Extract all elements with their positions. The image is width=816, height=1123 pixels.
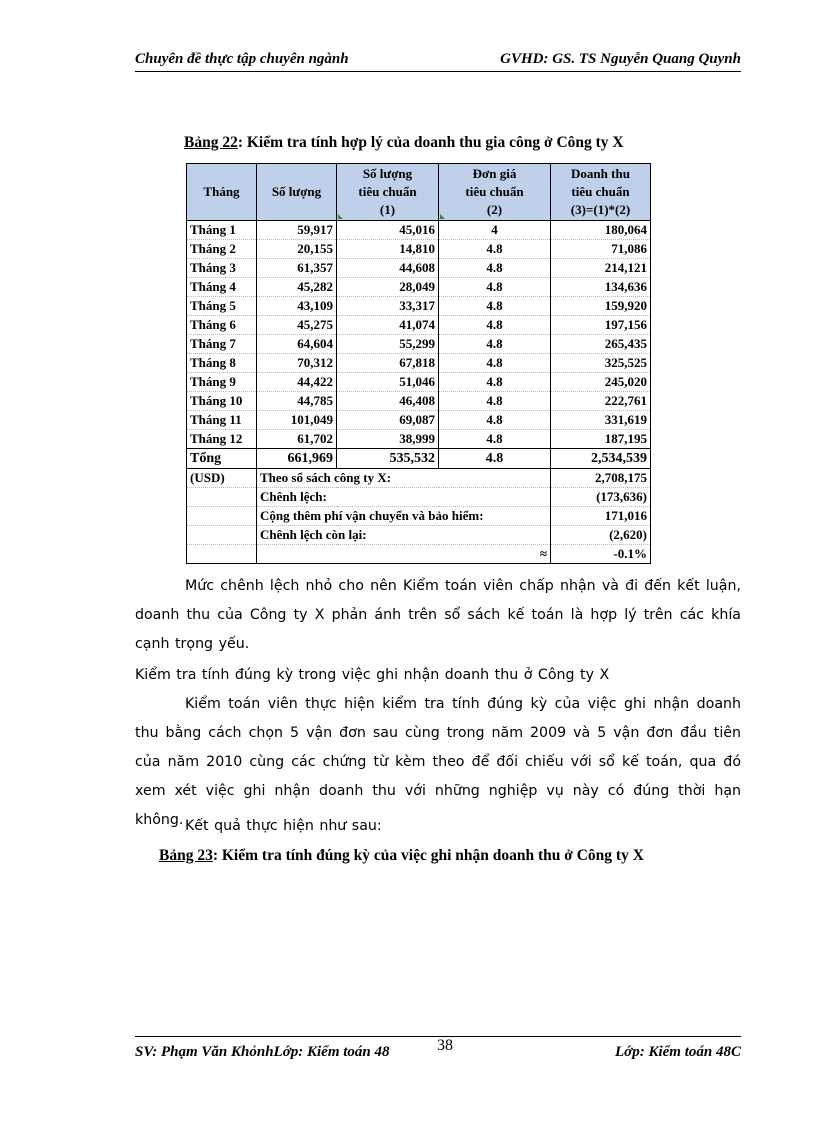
section-heading: Kiểm tra tính đúng kỳ trong việc ghi nhận doanh thu ở Công ty X — [135, 667, 610, 683]
std-quantity-cell: 44,608 — [337, 259, 439, 278]
quantity-cell: 44,785 — [257, 392, 337, 411]
header-unit-price-line3: (2) — [486, 202, 503, 217]
month-cell: Tháng 9 — [187, 373, 257, 392]
std-quantity-cell: 28,049 — [337, 278, 439, 297]
header-quantity: Số lượng — [257, 164, 337, 221]
month-cell: Tháng 1 — [187, 221, 257, 240]
table-row — [187, 335, 651, 354]
std-quantity-cell: 33,317 — [337, 297, 439, 316]
revenue-cell: 180,064 — [551, 221, 651, 240]
revenue-cell: 214,121 — [551, 259, 651, 278]
header-revenue-line1: Doanh thu — [571, 166, 630, 181]
unit-price-cell: 4.8 — [439, 240, 551, 259]
footer-label: Theo sổ sách công ty X: — [257, 469, 551, 488]
conclusion-text: Mức chênh lệch nhỏ cho nên Kiểm toán viên chấp nhận và đi đến kết luận, doanh thu của Công ty X phản ánh trên sổ sách kế toán là hợp lý trên các khía cạnh trọng yếu. — [135, 578, 741, 652]
std-quantity-cell: 45,016 — [337, 221, 439, 240]
unit-price-cell: 4.8 — [439, 316, 551, 335]
month-cell: Tháng 10 — [187, 392, 257, 411]
approx-value: -0.1% — [551, 545, 651, 564]
table-row — [187, 354, 651, 373]
quantity-cell: 61,357 — [257, 259, 337, 278]
revenue-cell: 159,920 — [551, 297, 651, 316]
month-cell: Tháng 3 — [187, 259, 257, 278]
std-quantity-cell: 41,074 — [337, 316, 439, 335]
procedure-text: Kiểm toán viên thực hiện kiểm tra tính đúng kỳ của việc ghi nhận doanh thu bằng cách chọn 5 vận đơn sau cùng trong năm 2009 và 5 vận đơn đầu tiên của năm 2010 cùng các chứng từ kèm theo để đối chiếu với sổ kế toán, qua đó xem xét việc ghi nhận doanh thu với những nghiệp vụ này có đúng thời hạn không. — [135, 696, 741, 828]
footer-label: Chênh lệch: — [257, 488, 551, 507]
unit-price-cell: 4.8 — [439, 354, 551, 373]
footer-label: Cộng thêm phí vận chuyển và bảo hiểm: — [257, 507, 551, 526]
table22-caption-text: : Kiểm tra tính hợp lý của doanh thu gia công ở Công ty X — [237, 134, 624, 151]
total-revenue: 2,534,539 — [551, 449, 651, 469]
table-row — [187, 392, 651, 411]
header-unit-price — [439, 164, 551, 221]
result-intro-text: Kết quả thực hiện như sau: — [185, 818, 382, 834]
table-row — [187, 430, 651, 449]
header-unit-price-line2: tiêu chuẩn — [465, 184, 524, 199]
table-row — [187, 240, 651, 259]
table23-caption-label: Bảng 23 — [159, 847, 213, 864]
table-header-row — [187, 164, 651, 221]
footer-value: (173,636) — [551, 488, 651, 507]
std-quantity-cell: 51,046 — [337, 373, 439, 392]
quantity-cell: 20,155 — [257, 240, 337, 259]
month-cell: Tháng 5 — [187, 297, 257, 316]
footer-row-shipping — [187, 507, 651, 526]
approx-symbol: ≈ — [257, 545, 551, 564]
revenue-cell: 331,619 — [551, 411, 651, 430]
revenue-cell: 265,435 — [551, 335, 651, 354]
table-row — [187, 221, 651, 240]
revenue-cell: 245,020 — [551, 373, 651, 392]
footer-empty — [187, 526, 257, 545]
cell-comment-marker — [338, 214, 343, 219]
table-row — [187, 259, 651, 278]
header-std-quantity-line3: (1) — [379, 202, 396, 217]
quantity-cell: 101,049 — [257, 411, 337, 430]
std-quantity-cell: 46,408 — [337, 392, 439, 411]
table-row — [187, 316, 651, 335]
unit-price-cell: 4.8 — [439, 297, 551, 316]
quantity-cell: 61,702 — [257, 430, 337, 449]
table23-caption-text: : Kiểm tra tính đúng kỳ của việc ghi nhận doanh thu ở Công ty X — [212, 847, 644, 864]
table-row — [187, 278, 651, 297]
footer-empty — [187, 507, 257, 526]
table-row — [187, 297, 651, 316]
month-cell: Tháng 8 — [187, 354, 257, 373]
footer-row-remaining — [187, 526, 651, 545]
std-quantity-cell: 69,087 — [337, 411, 439, 430]
table-row — [187, 373, 651, 392]
unit-price-cell: 4.8 — [439, 430, 551, 449]
footer-value: 171,016 — [551, 507, 651, 526]
footer-row-approx — [187, 545, 651, 564]
revenue-cell: 222,761 — [551, 392, 651, 411]
quantity-cell: 70,312 — [257, 354, 337, 373]
total-label: Tổng — [187, 449, 257, 469]
header-month: Tháng — [187, 164, 257, 221]
header-revenue-line3: (3)=(1)*(2) — [570, 202, 631, 217]
month-cell: Tháng 6 — [187, 316, 257, 335]
quantity-cell: 45,275 — [257, 316, 337, 335]
unit-price-cell: 4 — [439, 221, 551, 240]
month-cell: Tháng 7 — [187, 335, 257, 354]
month-cell: Tháng 11 — [187, 411, 257, 430]
month-cell: Tháng 2 — [187, 240, 257, 259]
revenue-check-table — [186, 163, 651, 564]
unit-price-cell: 4.8 — [439, 411, 551, 430]
total-std-quantity: 535,532 — [337, 449, 439, 469]
quantity-cell: 59,917 — [257, 221, 337, 240]
table22-caption — [184, 134, 624, 152]
page-footer — [135, 1036, 741, 1067]
revenue-cell: 325,525 — [551, 354, 651, 373]
revenue-cell: 71,086 — [551, 240, 651, 259]
header-revenue — [551, 164, 651, 221]
std-quantity-cell: 67,818 — [337, 354, 439, 373]
unit-price-cell: 4.8 — [439, 335, 551, 354]
conclusion-paragraph — [135, 572, 741, 659]
std-quantity-cell: 55,299 — [337, 335, 439, 354]
footer-class: Lớp: Kiểm toán 48C — [615, 1044, 741, 1060]
header-supervisor: GVHD: GS. TS Nguyễn Quang Quynh — [500, 51, 741, 67]
table23-caption — [159, 847, 644, 865]
page-number: 38 — [437, 1037, 453, 1054]
revenue-cell: 134,636 — [551, 278, 651, 297]
footer-student: SV: Phạm Văn KhỏnhLớp: Kiểm toán 48 — [135, 1044, 390, 1060]
cell-comment-marker — [440, 214, 445, 219]
revenue-cell: 197,156 — [551, 316, 651, 335]
quantity-cell: 64,604 — [257, 335, 337, 354]
footer-value: (2,620) — [551, 526, 651, 545]
header-std-quantity — [337, 164, 439, 221]
std-quantity-cell: 38,999 — [337, 430, 439, 449]
unit-price-cell: 4.8 — [439, 373, 551, 392]
table-total-row — [187, 449, 651, 469]
month-cell: Tháng 4 — [187, 278, 257, 297]
footer-empty — [187, 488, 257, 507]
revenue-cell: 187,195 — [551, 430, 651, 449]
total-quantity: 661,969 — [257, 449, 337, 469]
footer-empty — [187, 545, 257, 564]
unit-price-cell: 4.8 — [439, 259, 551, 278]
footer-label: Chênh lệch còn lại: — [257, 526, 551, 545]
header-std-quantity-line2: tiêu chuẩn — [358, 184, 417, 199]
month-cell: Tháng 12 — [187, 430, 257, 449]
unit-price-cell: 4.8 — [439, 278, 551, 297]
quantity-cell: 43,109 — [257, 297, 337, 316]
footer-value: 2,708,175 — [551, 469, 651, 488]
table-row — [187, 411, 651, 430]
quantity-cell: 45,282 — [257, 278, 337, 297]
result-intro — [135, 812, 741, 841]
header-std-quantity-line1: Số lượng — [362, 166, 413, 181]
footer-row-books — [187, 469, 651, 488]
table22-caption-label: Bảng 22 — [184, 134, 238, 151]
footer-row-difference — [187, 488, 651, 507]
header-revenue-line2: tiêu chuẩn — [571, 184, 630, 199]
total-unit-price: 4.8 — [439, 449, 551, 469]
header-unit-price-line1: Đơn giá — [472, 166, 517, 181]
page-header — [135, 49, 741, 72]
unit-price-cell: 4.8 — [439, 392, 551, 411]
std-quantity-cell: 14,810 — [337, 240, 439, 259]
quantity-cell: 44,422 — [257, 373, 337, 392]
currency-label: (USD) — [187, 469, 257, 488]
header-title: Chuyên đề thực tập chuyên ngành — [135, 51, 349, 67]
